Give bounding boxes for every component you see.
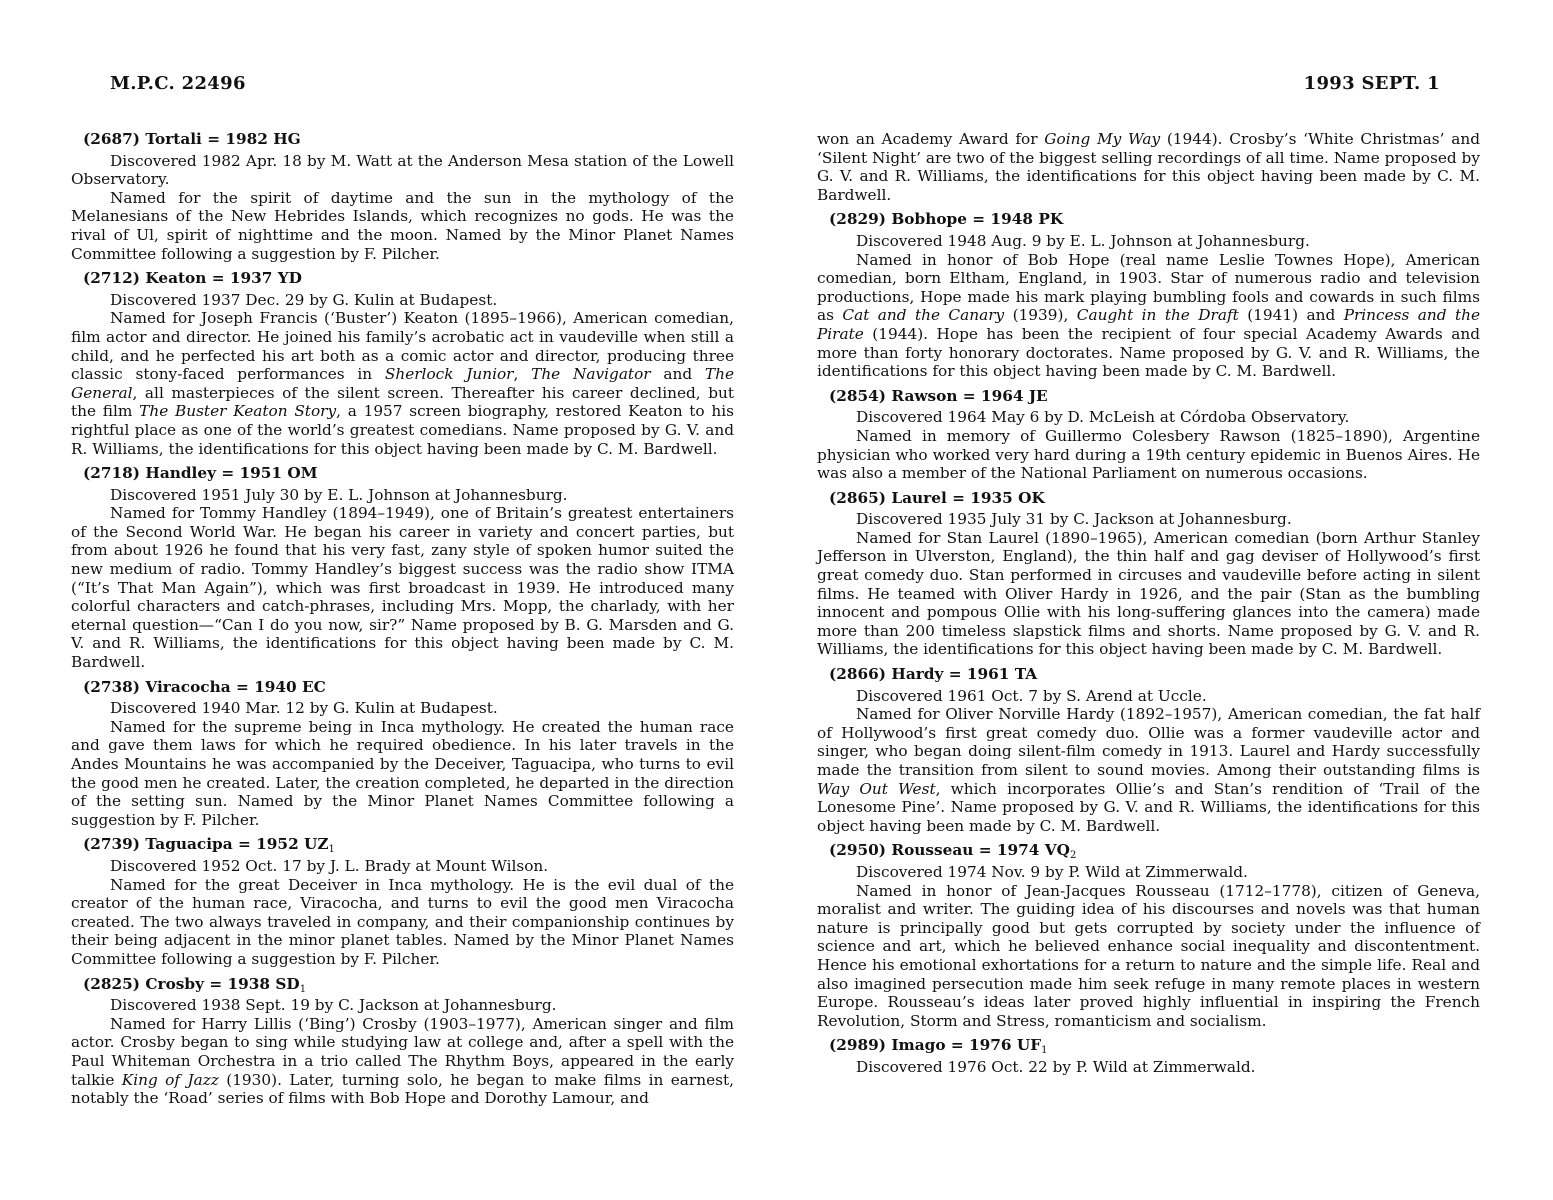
circular-date: 1993 SEPT. 1 (1303, 73, 1440, 94)
entry-2829 (817, 210, 1480, 380)
entry-2718 (71, 464, 734, 672)
entry-title: (2687) Tortali = 1982 HG (83, 130, 301, 148)
entry-2989 (817, 1036, 1480, 1076)
citation-continuation: won an Academy Award for Going My Way (1944). Crosby’s ‘White Christmas’ and ‘Silent Night’ are two of the biggest selling recordings of all time. Name proposed by G. V. and R. Williams, the identifications for this object having been made by C. M. Bardwell. (817, 130, 1480, 204)
entry-title: (2718) Handley = 1951 OM (83, 464, 318, 483)
discovery-line: Discovered 1935 July 31 by C. Jackson at Johannesburg. (856, 510, 1292, 529)
entry-2712 (71, 269, 734, 458)
entry-title: (2866) Hardy = 1961 TA (829, 665, 1038, 684)
entry-2738 (71, 678, 734, 830)
discovery-line: Discovered 1940 Mar. 12 by G. Kulin at Budapest. (110, 699, 498, 718)
citation-text: Named for Joseph Francis (‘Buster’) Keaton (1895–1966), American comedian, film actor and director. He joined his family’s acrobatic act in vaudeville when still a child, and he perfected his art both as a comic actor and director, producing three classic stony-faced performances in Sherlock Junior, The Navigator and The General, all masterpieces of the silent screen. Thereafter his career declined, but the film The Buster Keaton Story, a 1957 screen biography, restored Keaton to his rightful place as one of the world’s greatest comedians. Name proposed by G. V. and R. Williams, the identifications for this object having been made by C. M. Bardwell. (71, 309, 734, 458)
entry-2865 (817, 489, 1480, 659)
discovery-line: Discovered 1948 Aug. 9 by E. L. Johnson at Johannesburg. (856, 231, 1310, 250)
entry-2866 (817, 665, 1480, 835)
circular-number: M.P.C. 22496 (110, 73, 246, 94)
entry-2739 (71, 835, 734, 968)
citation-text: Named in honor of Jean-Jacques Rousseau (1712–1778), citizen of Geneva, moralist and writer. The guiding idea of his discourses and novels was that human nature is principally good but gets corrupted by society under the influence of science and art, which he believed enhance social inequality and discontentment. Hence his emotional exhortations for a return to nature and the simple life. Real and also imagined persecution made him seek refuge in many remote places in western Europe. Rousseau’s ideas later proved highly influential in inspiring the French Revolution, Storm and Stress, romanticism and socialism. (817, 881, 1480, 1030)
citation-text: Named in memory of Guillermo Colesbery Rawson (1825–1890), Argentine physician who worked very hard during a 19th century epidemic in Buenos Aires. He was also a member of the National Parliament on numerous occasions. (817, 426, 1480, 483)
discovery-line: Discovered 1951 July 30 by E. L. Johnson at Johannesburg. (110, 485, 568, 504)
entry-2825 (71, 975, 734, 1108)
entry-2854 (817, 387, 1480, 483)
discovery-line: Discovered 1952 Oct. 17 by J. L. Brady at Mount Wilson. (110, 856, 549, 875)
entry-title: (2865) Laurel = 1935 OK (829, 488, 1045, 507)
entry-title: (2739) Taguacipa = 1952 UZ1 (83, 835, 335, 856)
entry-title: (2854) Rawson = 1964 JE (829, 386, 1048, 405)
citation-text: Named for the spirit of daytime and the sun in the mythology of the Melanesians of the New Hebrides Islands, which recognizes no gods. He was the rival of Ul, spirit of nighttime and the moon. Named by the Minor Planet Names Committee following a suggestion by F. Pilcher. (71, 188, 734, 263)
discovery-line: Discovered 1982 Apr. 18 by M. Watt at the Anderson Mesa station of the Lowell Observatory. (71, 151, 734, 189)
citation-text: Named for Harry Lillis (‘Bing’) Crosby (1903–1977), American singer and film actor. Crosby began to sing while studying law at college and, after a spell with the Paul Whiteman Orchestra in a trio called The Rhythm Boys, appeared in the early talkie King of Jazz (1930). Later, turning solo, he began to make films in earnest, notably the ‘Road’ series of films with Bob Hope and Dorothy Lamour, and (71, 1014, 735, 1108)
entry-title: (2825) Crosby = 1938 SD1 (83, 974, 307, 995)
citation-text: Named for Oliver Norville Hardy (1892–1957), American comedian, the fat half of Hollywood’s first great comedy duo. Ollie was a former vaudeville actor and singer, who began doing silent-film comedy in 1913. Laurel and Hardy successfully made the transition from silent to sound movies. Among their outstanding films is Way Out West, which incorporates Ollie’s and Stan’s rendition of ‘Trail of the Lonesome Pine’. Name proposed by G. V. and R. Williams, the identifications for this object having been made by C. M. Bardwell. (817, 705, 1480, 835)
entry-title: (2989) Imago = 1976 UF1 (829, 1036, 1048, 1057)
entry-2950 (817, 841, 1480, 1030)
citation-text: Named for the great Deceiver in Inca mythology. He is the evil dual of the creator of the human race, Viracocha, and turns to evil the good men Viracocha created. The two always traveled in company, and their companionship continues by their being adjacent in the minor planet tables. Named by the Minor Planet Names Committee following a suggestion by F. Pilcher. (71, 875, 734, 968)
discovery-line: Discovered 1974 Nov. 9 by P. Wild at Zimmerwald. (856, 862, 1248, 881)
citation-text: Named in honor of Bob Hope (real name Leslie Townes Hope), American comedian, born Eltham, England, in 1903. Star of numerous radio and television productions, Hope made his mark playing bumbling fools and cowards in such films as Cat and the Canary (1939), Caught in the Draft (1941) and Princess and the Pirate (1944). Hope has been the recipient of four special Academy Awards and more than forty honorary doctorates. Name proposed by G. V. and R. Williams, the identifications for this object having been made by C. M. Bardwell. (817, 250, 1481, 381)
entry-title: (2738) Viracocha = 1940 EC (83, 677, 326, 696)
right-column (817, 130, 1480, 1083)
citation-text: Named for the supreme being in Inca mythology. He created the human race and gave them laws for which he required obedience. In his later travels in the Andes Mountains he was accompanied by the Deceiver, Taguacipa, who turns to evil the good men he created. Later, the creation completed, he departed in the direction of the setting sun. Named by the Minor Planet Names Committee following a suggestion by F. Pilcher. (71, 717, 734, 829)
discovery-line: Discovered 1964 May 6 by D. McLeish at Córdoba Observatory. (856, 408, 1350, 427)
entry-title: (2950) Rousseau = 1974 VQ2 (829, 841, 1077, 862)
entry-2687 (71, 130, 734, 263)
citation-text: Named for Stan Laurel (1890–1965), American comedian (born Arthur Stanley Jefferson in Ulverston, England), the thin half and gag deviser of Hollywood’s first great comedy duo. Stan performed in circuses and vaudeville before acting in silent films. He teamed with Oliver Hardy in 1926, and the pair (Stan as the bumbling innocent and pompous Ollie with his long-suffering glances into the camera) made more than 200 timeless slapstick films and shorts. Name proposed by G. V. and R. Williams, the identifications for this object having been made by C. M. Bardwell. (817, 528, 1480, 659)
left-column (71, 130, 734, 1114)
discovery-line: Discovered 1937 Dec. 29 by G. Kulin at Budapest. (110, 290, 498, 309)
entry-title: (2712) Keaton = 1937 YD (83, 269, 302, 288)
discovery-line: Discovered 1938 Sept. 19 by C. Jackson at Johannesburg. (110, 996, 557, 1015)
discovery-line: Discovered 1976 Oct. 22 by P. Wild at Zimmerwald. (856, 1057, 1256, 1076)
citation-text: Named for Tommy Handley (1894–1949), one of Britain’s greatest entertainers of the Second World War. He began his career in variety and concert parties, but from about 1926 he found that his very fast, zany style of spoken humor suited the new medium of radio. Tommy Handley’s biggest success was the radio show ITMA (“It’s That Man Again”), which was first broadcast in 1939. He introduced many colorful characters and catch-phrases, including Mrs. Mopp, the charlady, with her eternal question—“Can I do you now, sir?” Name proposed by B. G. Marsden and G. V. and R. Williams, the identifications for this object having been made by C. M. Bardwell. (71, 504, 734, 672)
discovery-line: Discovered 1961 Oct. 7 by S. Arend at Uccle. (856, 686, 1207, 705)
entry-title: (2829) Bobhope = 1948 PK (829, 210, 1064, 229)
